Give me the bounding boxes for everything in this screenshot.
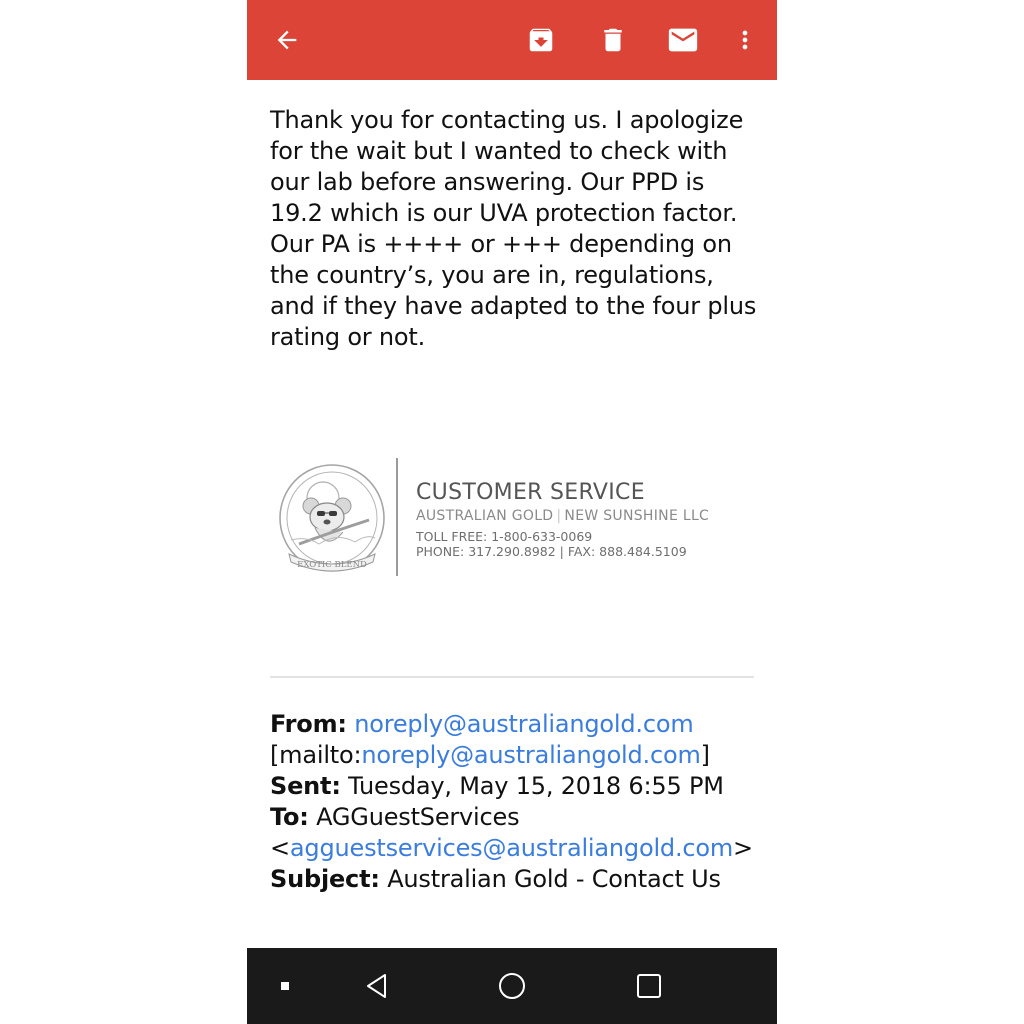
company-right: NEW SUNSHINE LLC — [564, 508, 710, 524]
nav-back-icon — [363, 972, 391, 1000]
subject-label: Subject: — [270, 865, 380, 893]
to-email-line — [270, 833, 770, 864]
mark-unread-button[interactable] — [663, 20, 703, 60]
message-body: Thank you for contacting us. I apologize for the wait but I wanted to check with our lab before answering. Our PPD is 19.2 which is our UVA protection factor. Our PA is ++++ or +++ depending on the country’s, you are in, regulations, and if they have adapted to the four plus rating or not. — [270, 106, 757, 351]
from-label: From: — [270, 710, 347, 738]
quoted-headers — [270, 709, 770, 895]
quote-divider — [270, 676, 754, 678]
company-left: AUSTRALIAN GOLD — [416, 508, 554, 524]
system-nav-bar — [247, 948, 777, 1024]
sent-line — [270, 771, 770, 802]
app-bar — [247, 0, 777, 80]
more-options-button[interactable] — [725, 20, 765, 60]
signature-company — [416, 508, 709, 524]
to-email-link[interactable]: agguestservices@australiangold.com — [289, 834, 734, 862]
to-label: To: — [270, 803, 309, 831]
back-button[interactable] — [267, 20, 307, 60]
email-signature — [277, 458, 747, 580]
mark-unread-icon — [666, 23, 700, 57]
nav-recents-button[interactable] — [627, 948, 671, 1024]
delete-icon — [598, 25, 628, 55]
signature-phone: PHONE: 317.290.8982 | FAX: 888.484.5109 — [416, 544, 687, 559]
back-arrow-icon — [273, 26, 301, 54]
koala-logo-icon — [277, 462, 387, 576]
mailto-line — [270, 740, 770, 771]
nav-back-button[interactable] — [355, 948, 399, 1024]
subject-value: Australian Gold - Contact Us — [387, 865, 721, 893]
delete-button[interactable] — [593, 20, 633, 60]
archive-icon — [526, 25, 556, 55]
nav-dot-button[interactable] — [271, 948, 299, 1024]
company-separator: | — [556, 508, 562, 524]
more-vert-icon — [731, 26, 759, 54]
logo-wordmark: EXOTIC BLEND — [297, 560, 367, 570]
to-close-bracket: > — [733, 834, 753, 862]
from-line — [270, 709, 770, 740]
sent-label: Sent: — [270, 772, 341, 800]
nav-home-button[interactable] — [490, 948, 534, 1024]
nav-home-icon — [497, 971, 527, 1001]
nav-recents-icon — [635, 972, 663, 1000]
to-line — [270, 802, 770, 833]
mailto-suffix: ] — [700, 741, 710, 769]
signature-divider — [396, 458, 398, 576]
subject-line — [270, 864, 770, 895]
to-open-bracket: < — [270, 834, 290, 862]
to-name: AGGuestServices — [316, 803, 520, 831]
archive-button[interactable] — [521, 20, 561, 60]
from-email-link[interactable]: noreply@australiangold.com — [354, 710, 694, 738]
signature-title: CUSTOMER SERVICE — [416, 480, 645, 505]
nav-dot-icon — [280, 981, 290, 991]
mailto-prefix: [mailto: — [270, 741, 362, 769]
signature-toll-free: TOLL FREE: 1-800-633-0069 — [416, 529, 593, 544]
sent-value: Tuesday, May 15, 2018 6:55 PM — [348, 772, 724, 800]
mailto-email-link[interactable]: noreply@australiangold.com — [361, 741, 701, 769]
email-screen — [247, 0, 777, 1024]
